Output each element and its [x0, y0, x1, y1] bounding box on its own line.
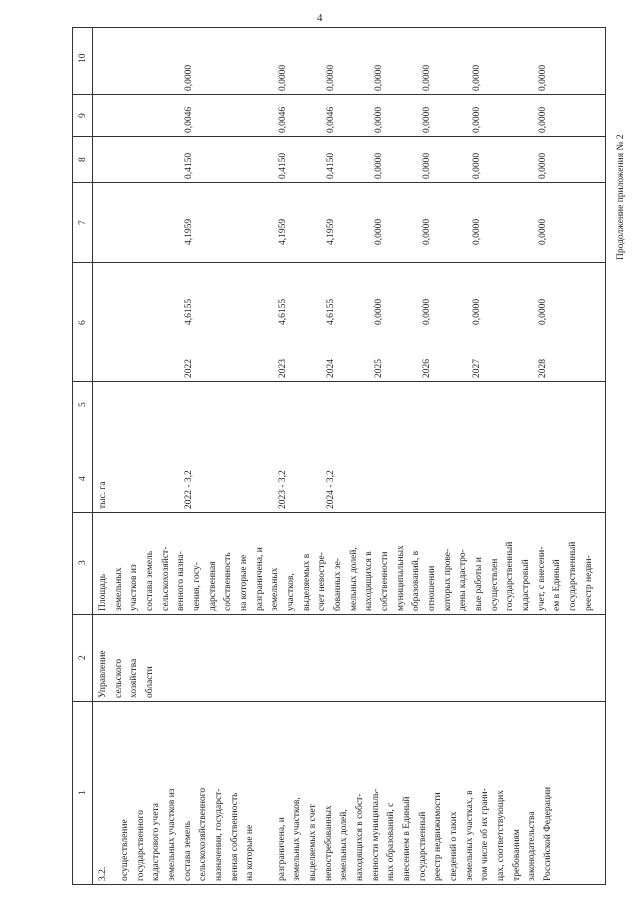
- value-col6: 4,6155: [326, 298, 336, 325]
- value-col9: 0,0046: [278, 106, 288, 133]
- value-col6: 0,0000: [422, 298, 432, 325]
- value-col10: 0,0000: [326, 64, 336, 91]
- value-col7: 0,0000: [538, 218, 548, 245]
- col-divider-6: [72, 381, 605, 382]
- value-col6: 0,0000: [374, 298, 384, 325]
- value-col10: 0,0000: [374, 64, 384, 91]
- value-col6: 4,6155: [278, 298, 288, 325]
- header-separator: [92, 27, 93, 885]
- year: 2027: [472, 359, 482, 378]
- col-divider-9: [72, 136, 605, 137]
- header-col-4: 4: [78, 476, 88, 481]
- value-col10: 0,0000: [472, 64, 482, 91]
- year: 2026: [422, 359, 432, 378]
- value-col8: 0,0000: [422, 152, 432, 179]
- year: 2025: [374, 359, 384, 378]
- table-bottom-border: [605, 27, 606, 885]
- responsible-agency: Управление сельского хозяйства области: [98, 650, 156, 698]
- target-2023: 2023 - 3,2: [278, 470, 288, 509]
- value-col7: 4,1959: [184, 218, 194, 245]
- header-col-10: 10: [78, 53, 88, 63]
- value-col9: 0,0000: [538, 106, 548, 133]
- year: 2023: [278, 359, 288, 378]
- table-top-border: [72, 27, 73, 885]
- col-divider-10: [72, 94, 605, 95]
- indicator-description: Площадь земельных участков из состава земель сельскохозяйст- венного назна- чения, госу- дарственная собственность на которые не разграничена, и земельных участков, выделяемых в счет невостре- бованных зе- мельных долей, находящихся в собственности муниципальных образований, в отношении которых прове- дены кадастро- вые работы и осуществлен государственный кадастровый учет, с внесени- ем в Единый государственный реестр недви-: [98, 541, 594, 611]
- header-col-1: 1: [78, 790, 88, 795]
- value-col7: 0,0000: [472, 218, 482, 245]
- value-col6: 0,0000: [472, 298, 482, 325]
- value-col10: 0,0000: [278, 64, 288, 91]
- value-col9: 0,0046: [184, 106, 194, 133]
- table-left-border: [72, 884, 605, 885]
- page-number: 4: [317, 12, 323, 24]
- header-col-7: 7: [78, 220, 88, 225]
- value-col8: 0,4150: [278, 152, 288, 179]
- header-col-5: 5: [78, 402, 88, 407]
- target-2024: 2024 - 3,2: [326, 470, 336, 509]
- target-2022: 2022 - 3,2: [184, 470, 194, 509]
- value-col7: 4,1959: [278, 218, 288, 245]
- value-col8: 0,0000: [472, 152, 482, 179]
- value-col6: 0,0000: [538, 298, 548, 325]
- value-col8: 0,4150: [326, 152, 336, 179]
- value-col9: 0,0000: [374, 106, 384, 133]
- value-col8: 0,4150: [184, 152, 194, 179]
- year: 2028: [538, 359, 548, 378]
- value-col10: 0,0000: [422, 64, 432, 91]
- measure-description: осуществление государственного кадастрового учета земельных участков из состава земель сельскохозяйственного назначения, государст- венная собственность на которые не разграничена, и земельных участков, выделяемых в счет невостребованных земельных долей, находящихся в собст- венности муниципаль- ных образований, с внесением в Единый государственный реестр недвижимости сведений о таких земельных участках, в том числе об их грани- цах, соответствующих требованиям законодательства Российской Федерации: [120, 786, 554, 881]
- unit: тыс. га: [98, 481, 108, 509]
- header-col-8: 8: [78, 157, 88, 162]
- value-col8: 0,0000: [374, 152, 384, 179]
- value-col9: 0,0046: [326, 106, 336, 133]
- value-col9: 0,0000: [422, 106, 432, 133]
- header-col-2: 2: [78, 655, 88, 660]
- value-col10: 0,0000: [184, 64, 194, 91]
- header-col-6: 6: [78, 320, 88, 325]
- value-col6: 4,6155: [184, 298, 194, 325]
- value-col10: 0,0000: [538, 64, 548, 91]
- header-col-9: 9: [78, 113, 88, 118]
- year: 2024: [326, 359, 336, 378]
- col-divider-7: [72, 262, 605, 263]
- row-number: 3.2.: [98, 866, 108, 881]
- col-divider-8: [72, 182, 605, 183]
- continuation-label: Продолжение приложения № 2: [616, 134, 626, 260]
- year: 2022: [184, 359, 194, 378]
- header-col-3: 3: [78, 560, 88, 565]
- col-divider-2: [72, 701, 605, 702]
- col-divider-4: [72, 512, 605, 513]
- col-divider-3: [72, 614, 605, 615]
- value-col7: 0,0000: [374, 218, 384, 245]
- value-col7: 0,0000: [422, 218, 432, 245]
- table-right-border: [72, 27, 605, 28]
- value-col8: 0,0000: [538, 152, 548, 179]
- value-col9: 0,0000: [472, 106, 482, 133]
- value-col7: 4,1959: [326, 218, 336, 245]
